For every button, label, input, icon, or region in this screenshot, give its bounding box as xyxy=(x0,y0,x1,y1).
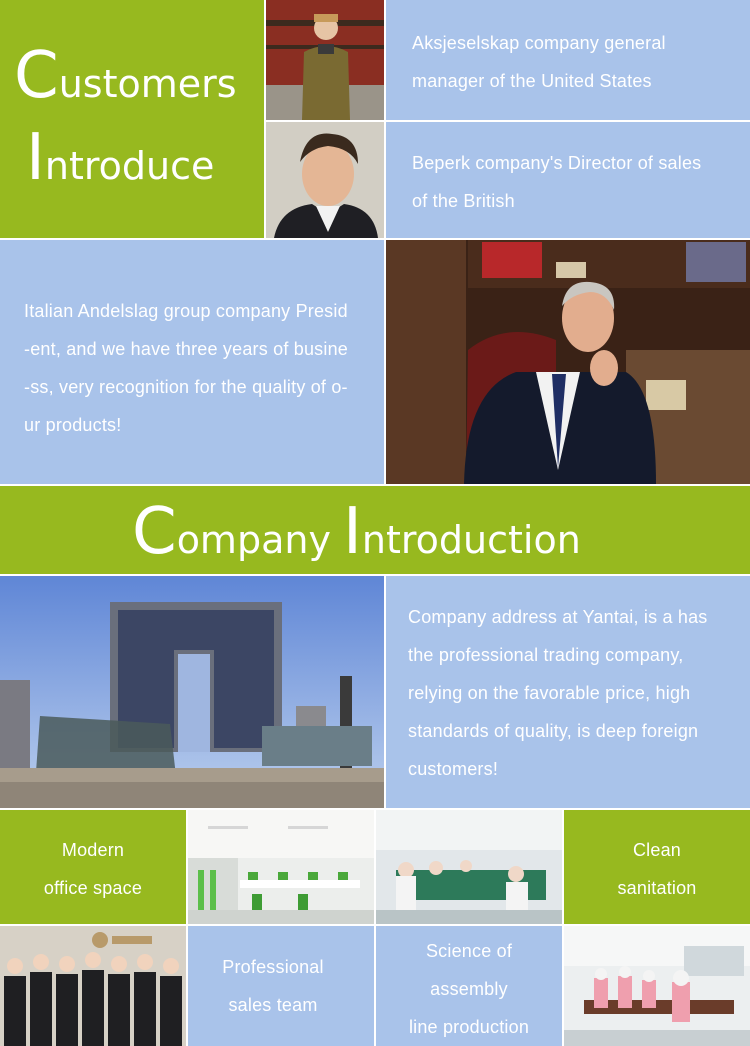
office-photo xyxy=(188,810,374,924)
customer-photo-young-man xyxy=(266,0,384,120)
customer-caption-1: Aksjeselskap company general manager of the United States xyxy=(386,0,750,120)
company-building-photo xyxy=(0,576,384,808)
customers-title: Customers xyxy=(14,39,237,113)
customer-caption-3: Italian Andelslag group company Presid -ent, and we have three years of busine -ss, very recognition for the quality of o- ur products! xyxy=(0,240,384,484)
customer-photo-president xyxy=(386,240,750,484)
customer-caption-2: Beperk company's Director of sales of the British xyxy=(386,122,750,238)
sanitation-photo xyxy=(564,926,750,1046)
customer-photo-smiling-man xyxy=(266,122,384,238)
company-introduction-title: Company Introduction xyxy=(132,495,581,569)
sales-team-photo xyxy=(0,926,186,1046)
customers-title-panel xyxy=(0,0,264,238)
introduce-title: Introduce xyxy=(26,121,215,195)
company-description-panel: Company address at Yantai, is a has the professional trading company, relying on the favorable price, high standards of quality, is deep foreign customers! xyxy=(386,576,750,808)
assembly-photo-1 xyxy=(376,810,562,924)
feature-sales-team: Professional sales team xyxy=(188,926,374,1046)
feature-office-space: Modern office space xyxy=(0,810,186,924)
feature-clean-sanitation: Clean sanitation xyxy=(564,810,750,924)
feature-assembly-line: Science of assembly line production xyxy=(376,926,562,1046)
company-title-panel xyxy=(0,486,750,574)
